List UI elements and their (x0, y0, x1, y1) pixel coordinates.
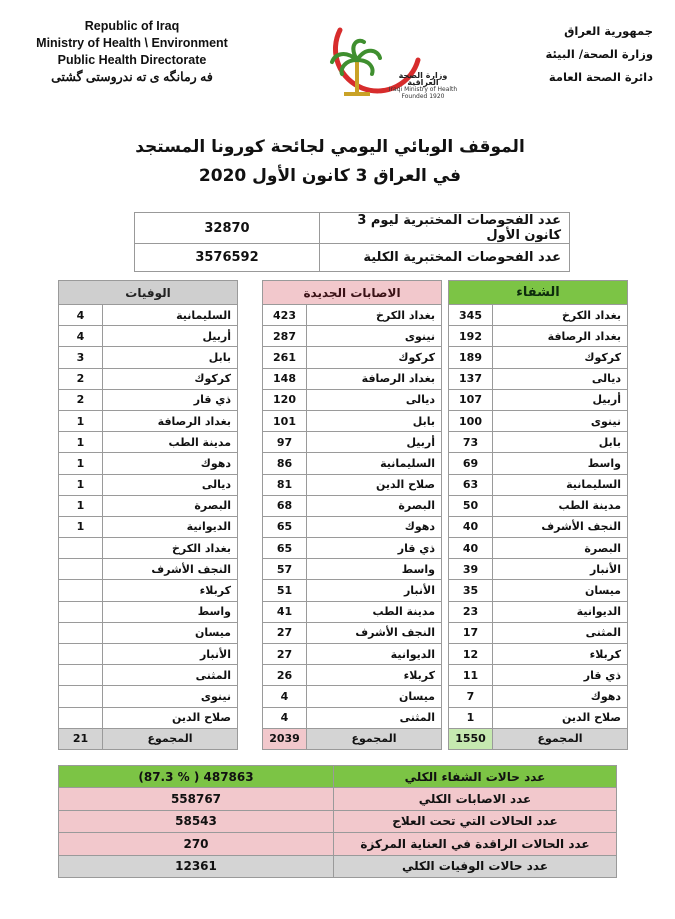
deaths-row-value: 1 (59, 410, 103, 431)
recoveries-row-value: 50 (449, 495, 493, 516)
deaths-row-value: 4 (59, 305, 103, 326)
new-cases-row-governorate: البصرة (307, 495, 442, 516)
recoveries-row-governorate: المثنى (493, 622, 628, 643)
deaths-row-governorate: الديوانية (103, 516, 238, 537)
deaths-row (59, 516, 238, 537)
deaths-row-value: 1 (59, 474, 103, 495)
new-cases-row-value: 148 (263, 368, 307, 389)
recoveries-row-governorate: ديالى (493, 368, 628, 389)
deaths-row (59, 686, 238, 707)
new-cases-row (263, 368, 442, 389)
summary-label: عدد الحالات الراقدة في العناية المركزة (334, 833, 617, 855)
deaths-row-value: 1 (59, 516, 103, 537)
new-cases-row-governorate: كربلاء (307, 665, 442, 686)
deaths-row (59, 368, 238, 389)
recoveries-row-value: 23 (449, 601, 493, 622)
new-cases-row (263, 453, 442, 474)
new-cases-row-governorate: صلاح الدين (307, 474, 442, 495)
recoveries-row-governorate: دهوك (493, 686, 628, 707)
header-ar-line: وزارة الصحة/ البيئة (545, 47, 653, 61)
recoveries-row (449, 601, 628, 622)
recoveries-row (449, 389, 628, 410)
recoveries-row (449, 347, 628, 368)
deaths-row-governorate: الأنبار (103, 644, 238, 665)
summary-row (59, 810, 617, 832)
new-cases-row-governorate: ذي قار (307, 538, 442, 559)
deaths-row-value (59, 580, 103, 601)
header-ar-line: جمهورية العراق (564, 24, 653, 38)
recoveries-row (449, 368, 628, 389)
recoveries-row-governorate: البصرة (493, 538, 628, 559)
new-cases-row-value: 65 (263, 538, 307, 559)
header-kurdish-line: فه رمانگه ى ته ندروستى گشتى (51, 70, 213, 84)
new-cases-row-value: 120 (263, 389, 307, 410)
deaths-row (59, 622, 238, 643)
recoveries-row-governorate: واسط (493, 453, 628, 474)
deaths-row (59, 538, 238, 559)
new-cases-row-governorate: واسط (307, 559, 442, 580)
recoveries-row (449, 474, 628, 495)
recoveries-row (449, 326, 628, 347)
recoveries-row-value: 35 (449, 580, 493, 601)
deaths-row (59, 347, 238, 368)
deaths-row-governorate: ميسان (103, 622, 238, 643)
deaths-row (59, 432, 238, 453)
summary-label: عدد الاصابات الكلي (334, 788, 617, 810)
new-cases-row (263, 389, 442, 410)
deaths-row-value (59, 538, 103, 559)
new-cases-row-governorate: الديوانية (307, 644, 442, 665)
new-cases-row (263, 347, 442, 368)
deaths-row (59, 665, 238, 686)
ministry-logo-icon (300, 20, 430, 120)
new-cases-row-governorate: النجف الأشرف (307, 622, 442, 643)
recoveries-row-value: 137 (449, 368, 493, 389)
new-cases-row (263, 432, 442, 453)
deaths-row-value: 1 (59, 495, 103, 516)
summary-value: 270 (59, 833, 334, 855)
new-cases-row (263, 495, 442, 516)
deaths-row (59, 559, 238, 580)
new-cases-row-value: 68 (263, 495, 307, 516)
new-cases-row (263, 326, 442, 347)
new-cases-row (263, 686, 442, 707)
new-cases-row (263, 305, 442, 326)
recoveries-row-governorate: النجف الأشرف (493, 516, 628, 537)
deaths-row (59, 305, 238, 326)
recoveries-row (449, 432, 628, 453)
recoveries-row-governorate: أربيل (493, 389, 628, 410)
recoveries-row-value: 1 (449, 707, 493, 728)
deaths-row-governorate: بغداد الرصافة (103, 410, 238, 431)
deaths-row-governorate: نينوى (103, 686, 238, 707)
deaths-row (59, 410, 238, 431)
summary-table (58, 765, 617, 878)
deaths-row (59, 601, 238, 622)
new-cases-row-value: 101 (263, 410, 307, 431)
recoveries-row-governorate: بغداد الرصافة (493, 326, 628, 347)
deaths-header: الوفيات (59, 281, 238, 305)
deaths-row-governorate: البصرة (103, 495, 238, 516)
new-cases-row-value: 261 (263, 347, 307, 368)
new-cases-row (263, 665, 442, 686)
new-cases-row-value: 51 (263, 580, 307, 601)
deaths-row-value: 3 (59, 347, 103, 368)
recoveries-row (449, 580, 628, 601)
recoveries-row-governorate: الديوانية (493, 601, 628, 622)
recoveries-row-value: 39 (449, 559, 493, 580)
new-cases-total-value: 2039 (263, 728, 307, 749)
deaths-row (59, 495, 238, 516)
recoveries-row-governorate: كركوك (493, 347, 628, 368)
tests-daily-label: عدد الفحوصات المختبرية ليوم 3 كانون الأول (320, 213, 570, 244)
deaths-row-value: 4 (59, 326, 103, 347)
header-en-line: Ministry of Health \ Environment (36, 36, 228, 50)
deaths-row-governorate: صلاح الدين (103, 707, 238, 728)
header-english (22, 18, 242, 86)
header-en-line: Public Health Directorate (57, 53, 207, 67)
logo-text-en: Iraqi Ministry of Health (388, 86, 458, 93)
recoveries-row-governorate: مدينة الطب (493, 495, 628, 516)
deaths-row-value (59, 644, 103, 665)
deaths-row (59, 644, 238, 665)
new-cases-header: الاصابات الجديدة (263, 281, 442, 305)
new-cases-row-governorate: السليمانية (307, 453, 442, 474)
deaths-row-governorate: ذي قار (103, 389, 238, 410)
new-cases-row-governorate: مدينة الطب (307, 601, 442, 622)
new-cases-row (263, 559, 442, 580)
summary-value: 558767 (59, 788, 334, 810)
new-cases-row-governorate: أربيل (307, 432, 442, 453)
summary-label: عدد حالات الشفاء الكلي (334, 766, 617, 788)
recoveries-row (449, 707, 628, 728)
summary-row (59, 855, 617, 877)
summary-value: 58543 (59, 810, 334, 832)
tests-table (134, 212, 570, 272)
recoveries-row (449, 665, 628, 686)
deaths-row-value: 2 (59, 368, 103, 389)
recoveries-total-value: 1550 (449, 728, 493, 749)
deaths-row-governorate: النجف الأشرف (103, 559, 238, 580)
recoveries-row-governorate: صلاح الدين (493, 707, 628, 728)
recoveries-row-value: 7 (449, 686, 493, 707)
deaths-row-value (59, 707, 103, 728)
recoveries-row (449, 410, 628, 431)
recoveries-total-label: المجموع (493, 728, 628, 749)
logo-caption (388, 72, 458, 100)
deaths-row-value (59, 622, 103, 643)
new-cases-row-value: 26 (263, 665, 307, 686)
deaths-row-governorate: أربيل (103, 326, 238, 347)
new-cases-row-governorate: نينوى (307, 326, 442, 347)
deaths-row-value: 2 (59, 389, 103, 410)
header-arabic (503, 20, 653, 89)
recoveries-row (449, 453, 628, 474)
new-cases-row-value: 41 (263, 601, 307, 622)
summary-row (59, 766, 617, 788)
new-cases-row (263, 644, 442, 665)
new-cases-row (263, 601, 442, 622)
deaths-row-governorate: بغداد الكرخ (103, 538, 238, 559)
tests-row-daily (135, 213, 570, 244)
deaths-row (59, 389, 238, 410)
logo-text-ar: وزارة الصحة العراقية (398, 71, 448, 87)
recoveries-row (449, 622, 628, 643)
new-cases-row-value: 86 (263, 453, 307, 474)
new-cases-row (263, 707, 442, 728)
deaths-row (59, 326, 238, 347)
deaths-row-governorate: بابل (103, 347, 238, 368)
tests-total-value: 3576592 (135, 244, 320, 272)
deaths-row-governorate: واسط (103, 601, 238, 622)
page-title: الموقف الوبائي اليومي لجائحة كورونا المستجد (135, 137, 525, 157)
deaths-row-value (59, 559, 103, 580)
summary-row (59, 788, 617, 810)
summary-label: عدد الحالات التي تحت العلاج (334, 810, 617, 832)
header-ar-line: دائرة الصحة العامة (548, 70, 653, 84)
new-cases-row-value: 423 (263, 305, 307, 326)
new-cases-row-governorate: بغداد الكرخ (307, 305, 442, 326)
deaths-total-label: المجموع (103, 728, 238, 749)
deaths-row-value: 1 (59, 453, 103, 474)
recoveries-row-governorate: كربلاء (493, 644, 628, 665)
recoveries-row-value: 73 (449, 432, 493, 453)
deaths-row-governorate: كربلاء (103, 580, 238, 601)
new-cases-row-value: 4 (263, 707, 307, 728)
deaths-row-governorate: دهوك (103, 453, 238, 474)
new-cases-row-value: 57 (263, 559, 307, 580)
deaths-row-governorate: ديالى (103, 474, 238, 495)
recoveries-row (449, 516, 628, 537)
recoveries-row-value: 17 (449, 622, 493, 643)
new-cases-row (263, 516, 442, 537)
recoveries-row-value: 11 (449, 665, 493, 686)
recoveries-row-value: 69 (449, 453, 493, 474)
deaths-row (59, 707, 238, 728)
recoveries-row-value: 40 (449, 516, 493, 537)
recoveries-row-governorate: نينوى (493, 410, 628, 431)
recoveries-row (449, 495, 628, 516)
summary-row (59, 833, 617, 855)
new-cases-row-value: 65 (263, 516, 307, 537)
new-cases-row-governorate: بغداد الرصافة (307, 368, 442, 389)
new-cases-row-governorate: كركوك (307, 347, 442, 368)
summary-value: 12361 (59, 855, 334, 877)
page-subtitle-date: في العراق 3 كانون الأول 2020 (198, 166, 462, 186)
recoveries-row (449, 559, 628, 580)
new-cases-row (263, 410, 442, 431)
new-cases-row-governorate: ميسان (307, 686, 442, 707)
new-cases-total-label: المجموع (307, 728, 442, 749)
deaths-row (59, 474, 238, 495)
deaths-row (59, 580, 238, 601)
recoveries-row-governorate: الأنبار (493, 559, 628, 580)
recoveries-row-governorate: السليمانية (493, 474, 628, 495)
deaths-row-value (59, 601, 103, 622)
header-en-line: Republic of Iraq (84, 19, 180, 33)
recoveries-row-value: 189 (449, 347, 493, 368)
tests-daily-value: 32870 (135, 213, 320, 244)
new-cases-row-value: 27 (263, 622, 307, 643)
recoveries-row-governorate: بابل (493, 432, 628, 453)
tests-total-label: عدد الفحوصات المختبرية الكلية (320, 244, 570, 272)
recoveries-row-value: 63 (449, 474, 493, 495)
recoveries-row (449, 538, 628, 559)
recoveries-row-governorate: ذي قار (493, 665, 628, 686)
new-cases-row-governorate: ديالى (307, 389, 442, 410)
new-cases-row-value: 81 (263, 474, 307, 495)
new-cases-row-governorate: الأنبار (307, 580, 442, 601)
new-cases-row-governorate: المثنى (307, 707, 442, 728)
deaths-total-value: 21 (59, 728, 103, 749)
new-cases-row (263, 622, 442, 643)
new-cases-row-governorate: دهوك (307, 516, 442, 537)
deaths-row-governorate: كركوك (103, 368, 238, 389)
recoveries-row-governorate: بغداد الكرخ (493, 305, 628, 326)
deaths-row-governorate: المثنى (103, 665, 238, 686)
recoveries-table (448, 280, 628, 750)
logo-year: Founded 1920 (401, 93, 445, 100)
recoveries-row-value: 345 (449, 305, 493, 326)
new-cases-row-governorate: بابل (307, 410, 442, 431)
recoveries-row-governorate: ميسان (493, 580, 628, 601)
summary-value: (87.3 % ) 487863 (59, 766, 334, 788)
recoveries-row (449, 686, 628, 707)
recoveries-header: الشفاء (449, 281, 628, 305)
deaths-row-governorate: مدينة الطب (103, 432, 238, 453)
recoveries-row-value: 12 (449, 644, 493, 665)
deaths-row-value: 1 (59, 432, 103, 453)
new-cases-row-value: 27 (263, 644, 307, 665)
new-cases-row (263, 474, 442, 495)
deaths-table (58, 280, 238, 750)
new-cases-row (263, 538, 442, 559)
deaths-row-value (59, 686, 103, 707)
deaths-row-governorate: السليمانية (103, 305, 238, 326)
recoveries-row-value: 40 (449, 538, 493, 559)
recoveries-row (449, 305, 628, 326)
new-cases-row-value: 97 (263, 432, 307, 453)
recoveries-row-value: 107 (449, 389, 493, 410)
tests-row-total (135, 244, 570, 272)
new-cases-row-value: 287 (263, 326, 307, 347)
new-cases-row (263, 580, 442, 601)
new-cases-table (262, 280, 442, 750)
deaths-row (59, 453, 238, 474)
deaths-row-value (59, 665, 103, 686)
recoveries-row-value: 100 (449, 410, 493, 431)
summary-label: عدد حالات الوفيات الكلي (334, 855, 617, 877)
recoveries-row-value: 192 (449, 326, 493, 347)
new-cases-row-value: 4 (263, 686, 307, 707)
recoveries-row (449, 644, 628, 665)
